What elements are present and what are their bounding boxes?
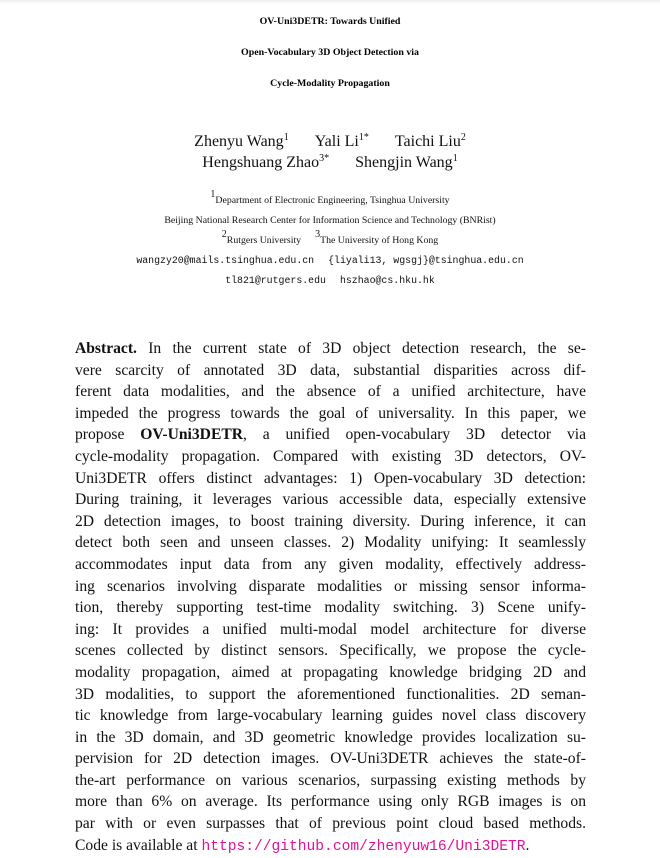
- abstract-line: tion, thereby supporting test-time modality switching. 3) Scene unify-: [75, 599, 586, 617]
- author: Yali $Li^{1*}$: [314, 132, 369, 150]
- affiliation-marker: 1: [452, 153, 458, 164]
- abstract-line: Abstract. In the current state of 3D object detection research, the se-: [75, 340, 586, 357]
- abstract-line: more than 6% on average. Its performance using only RGB images is on: [75, 793, 586, 811]
- abstract-line: accommodates input data from any given modality, effectively address-: [75, 555, 586, 573]
- affiliation-rutgers: Rutgers University: [226, 235, 302, 246]
- author-row-2: [0, 152, 660, 173]
- abstract-line: tic knowledge from large-vocabulary learning guides novel class discovery: [75, 707, 586, 725]
- affiliation-bnrist: Beijing National Research Center for Information Science and Technology (BNRist): [164, 215, 496, 226]
- abstract-line: scenes collected by distinct sensors. Specifically, we propose the cycle-: [75, 642, 586, 660]
- method-name: OV-Uni3DETR: [140, 426, 244, 444]
- abstract-line: 2D detection images, to boost training diversity. During inference, it can: [75, 512, 586, 530]
- title-line-3: Cycle-Modality Propagation: [270, 78, 390, 89]
- abstract-label: Abstract.: [75, 340, 137, 357]
- author-list: [0, 131, 660, 173]
- email: wangzy20@mails.tsinghua.edu.cn: [136, 255, 315, 266]
- viewer-top-edge: [0, 0, 660, 4]
- paper-title: [0, 6, 660, 99]
- abstract-line: in the 3D domain, and 3D geometric knowledge provides localization su-: [75, 728, 586, 746]
- email-row-2: [0, 271, 660, 291]
- affiliation-marker: 2: [460, 132, 466, 143]
- abstract-line: ing scenarios involving disparate modalities or missing sensor informa-: [75, 577, 586, 595]
- email: {liyali13, wgsgj}@tsinghua.edu.cn: [328, 255, 524, 266]
- affiliation-marker: 1: [283, 132, 289, 143]
- affiliations: [0, 191, 660, 291]
- abstract-line: pervision for 2D detection images. OV-Uni3DETR achieves the state-of-: [75, 750, 586, 768]
- abstract-line: par with or even surpasses that of previous point cloud based methods.: [75, 815, 586, 833]
- email: hszhao@cs.hku.hk: [339, 275, 435, 286]
- title-line-1: OV-Uni3DETR: Towards Unified: [259, 16, 401, 27]
- abstract-line: cycle-modality propagation. Compared with existing 3D detectors, OV-: [75, 447, 586, 465]
- affiliation-marker: 1*: [358, 132, 369, 143]
- abstract-line: the-art performance on various scenarios, surpassing existing methods by: [75, 771, 586, 789]
- author: Taichi Liu$^2$: [394, 132, 466, 150]
- abstract-line: Code is available at https://github.com/zhenyuw16/Uni3DETR.: [75, 836, 530, 855]
- code-repository-link[interactable]: https://github.com/zhenyuw16/Uni3DETR: [201, 838, 526, 855]
- author: Shengjin Wang$^1$: [355, 153, 458, 171]
- abstract-line: Uni3DETR offers distinct advantages: 1) Open-vocabulary 3D detection:: [75, 469, 586, 487]
- affiliation-row-3: $^2$Rutgers University$^3$The University of Hong Kong: [221, 229, 439, 246]
- affiliation-marker: 3*: [319, 153, 330, 164]
- abstract-line: detect both seen and unseen classes. 2) Modality unifying: It seamlessly: [75, 534, 586, 552]
- email-row-1: [0, 251, 660, 271]
- affiliation-hku: The University of Hong Kong: [320, 235, 439, 246]
- abstract-line: vere scarcity of annotated 3D data, substantial disparities across dif-: [75, 361, 586, 379]
- abstract-line: ing: It provides a unified multi-modal model architecture for diverse: [75, 620, 586, 638]
- abstract-line: During training, it leverages various accessible data, especially extensive: [75, 491, 586, 509]
- abstract: [75, 338, 586, 856]
- title-line-2: Open-Vocabulary 3D Object Detection via: [241, 47, 419, 58]
- abstract-line: modality propagation, aimed at propagating knowledge bridging 2D and: [75, 663, 586, 681]
- abstract-line: propose OV-Uni3DETR, a unified open-vocabulary 3D detector via: [75, 426, 586, 444]
- affiliation-tsinghua: $^1$Department of Electronic Engineering, Tsinghua University: [210, 189, 450, 206]
- author: Hengshuang Zhao$^{3*}$: [202, 153, 330, 171]
- abstract-line: ferent data modalities, and the absence of a unified architecture, have: [75, 383, 586, 401]
- abstract-line: 3D modalities, to support the aforementioned functionalities. 2D seman-: [75, 685, 586, 703]
- author-row-1: [0, 131, 660, 152]
- email: tl821@rutgers.edu: [225, 275, 326, 286]
- author: Zhenyu Wang$^1$: [194, 132, 289, 150]
- abstract-line: impeded the progress towards the goal of universality. In this paper, we: [75, 404, 586, 422]
